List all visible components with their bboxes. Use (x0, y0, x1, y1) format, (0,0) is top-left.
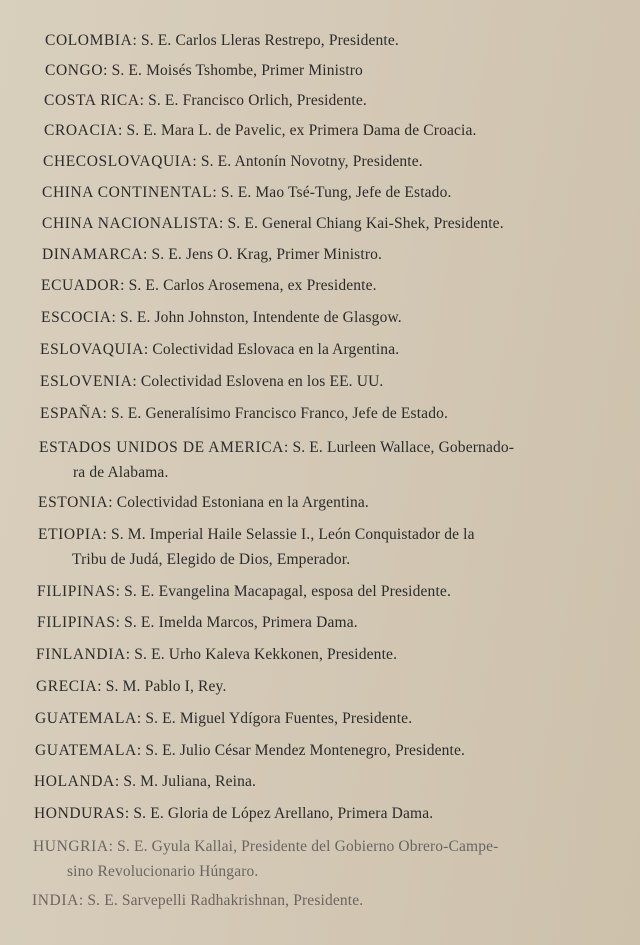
entry-hungria: HUNGRIA: S. E. Gyula Kallai, Presidente del Gobierno Obrero-Campe- sino Revolucionario Húngaro. (33, 834, 593, 884)
country-name: COSTA RICA (44, 92, 140, 109)
country-name: GRECIA (36, 678, 98, 695)
entry-finlandia: FINLANDIA: S. E. Urho Kaleva Kekkonen, Presidente. (36, 646, 398, 663)
entry-text: S. E. General Chiang Kai-Shek, Presidente. (227, 215, 504, 232)
country-name: ETIOPIA (38, 526, 103, 543)
entry-china-nacionalista: CHINA NACIONALISTA: S. E. General Chiang Kai-Shek, Presidente. (42, 215, 504, 232)
entry-text: S. E. Antonín Novotny, Presidente. (200, 153, 423, 170)
country-name: ESPAÑA (40, 405, 103, 422)
entry-holanda: HOLANDA: S. M. Juliana, Reina. (34, 773, 257, 790)
country-name: ECUADOR (41, 277, 121, 294)
country-name: HONDURAS (34, 805, 125, 822)
entry-honduras: HONDURAS: S. E. Gloria de López Arellano, Primera Dama. (34, 805, 434, 822)
country-name: CONGO (45, 62, 104, 79)
country-name: FINLANDIA (36, 646, 126, 663)
entry-text: S. E. Lurleen Wallace, Gobernado- (292, 439, 515, 456)
entry-text: S. E. John Johnston, Intendente de Glasgow. (120, 309, 402, 326)
entry-text: S. E. Moisés Tshombe, Primer Ministro (111, 62, 363, 79)
country-name: FILIPINAS (37, 614, 116, 631)
entry-filipinas-2: FILIPINAS: S. E. Imelda Marcos, Primera Dama. (37, 614, 358, 631)
entry-costa-rica: COSTA RICA: S. E. Francisco Orlich, Presidente. (44, 92, 367, 109)
entry-grecia: GRECIA: S. M. Pablo I, Rey. (36, 678, 227, 695)
entry-china-continental: CHINA CONTINENTAL: S. E. Mao Tsé-Tung, Jefe de Estado. (42, 184, 452, 201)
entry-text: Colectividad Estoniana en la Argentina. (116, 494, 369, 511)
entry-estonia: ESTONIA: Colectividad Estoniana en la Argentina. (38, 494, 369, 511)
entry-eslovenia: ESLOVENIA: Colectividad Eslovena en los EE. UU. (40, 373, 384, 390)
country-name: INDIA (32, 892, 79, 909)
entry-espana: ESPAÑA: S. E. Generalísimo Francisco Franco, Jefe de Estado. (40, 405, 449, 422)
entry-escocia: ESCOCIA: S. E. John Johnston, Intendente de Glasgow. (41, 309, 402, 326)
entry-estados-unidos: ESTADOS UNIDOS DE AMERICA: S. E. Lurleen Wallace, Gobernado- ra de Alabama. (39, 435, 599, 485)
country-name: ESCOCIA (41, 309, 112, 326)
entry-dinamarca: DINAMARCA: S. E. Jens O. Krag, Primer Ministro. (42, 246, 383, 263)
entry-colombia: COLOMBIA: S. E. Carlos Lleras Restrepo, Presidente. (45, 32, 399, 49)
entry-text: S. E. Miguel Ydígora Fuentes, Presidente. (145, 710, 413, 727)
entry-text: S. E. Mara L. de Pavelic, ex Primera Dama de Croacia. (126, 122, 477, 139)
country-name: GUATEMALA (35, 710, 137, 727)
country-name: ESTADOS UNIDOS DE AMERICA (39, 439, 284, 456)
entry-etiopia: ETIOPIA: S. M. Imperial Haile Selassie I., León Conquistador de la Tribu de Judá, Elegido de Dios, Emperador. (38, 522, 598, 572)
entry-text: S. E. Gyula Kallai, Presidente del Gobierno Obrero-Campe- (117, 838, 499, 855)
country-name: CROACIA (44, 122, 118, 139)
country-name: HOLANDA (34, 773, 115, 790)
country-name: ESLOVAQUIA (40, 341, 144, 358)
entry-text: Colectividad Eslovena en los EE. UU. (140, 373, 384, 390)
entry-text: S. E. Imelda Marcos, Primera Dama. (124, 614, 358, 631)
entry-text: S. E. Evangelina Macapagal, esposa del Presidente. (124, 583, 451, 600)
entry-text: S. M. Imperial Haile Selassie I., León Conquistador de la (110, 526, 475, 543)
entry-text: S. E. Carlos Lleras Restrepo, Presidente. (140, 32, 399, 49)
entry-india: INDIA: S. E. Sarvepelli Radhakrishnan, Presidente. (32, 892, 364, 909)
entry-text: S. E. Generalísimo Francisco Franco, Jefe de Estado. (110, 405, 449, 422)
entry-text: S. E. Urho Kaleva Kekkonen, Presidente. (134, 646, 398, 663)
entry-text: S. E. Jens O. Krag, Primer Ministro. (151, 246, 383, 263)
entry-text: S. E. Francisco Orlich, Presidente. (148, 92, 367, 109)
entry-text: S. E. Sarvepelli Radhakrishnan, Presidente. (87, 892, 364, 909)
entry-congo: CONGO: S. E. Moisés Tshombe, Primer Ministro (45, 62, 363, 79)
entry-eslovaquia: ESLOVAQUIA: Colectividad Eslovaca en la Argentina. (40, 341, 400, 358)
entry-text: S. E. Carlos Arosemena, ex Presidente. (128, 277, 377, 294)
country-name: GUATEMALA (35, 742, 137, 759)
entry-guatemala-1: GUATEMALA: S. E. Miguel Ydígora Fuentes, Presidente. (35, 710, 413, 727)
entry-text: S. M. Juliana, Reina. (123, 773, 257, 790)
entry-text-continuation: ra de Alabama. (73, 464, 169, 481)
entry-text: Colectividad Eslovaca en la Argentina. (152, 341, 400, 358)
country-name: COLOMBIA (45, 32, 133, 49)
entry-text-continuation: Tribu de Judá, Elegido de Dios, Emperador. (72, 551, 351, 568)
entry-ecuador: ECUADOR: S. E. Carlos Arosemena, ex Presidente. (41, 277, 377, 294)
entry-text-continuation: sino Revolucionario Húngaro. (67, 863, 259, 880)
entry-text: S. E. Julio César Mendez Montenegro, Presidente. (145, 742, 466, 759)
entry-filipinas-1: FILIPINAS: S. E. Evangelina Macapagal, esposa del Presidente. (37, 583, 451, 600)
country-name: HUNGRIA (33, 838, 109, 855)
country-name: ESLOVENIA (40, 373, 133, 390)
country-name: CHINA NACIONALISTA (42, 215, 220, 232)
entry-text: S. E. Gloria de López Arellano, Primera Dama. (133, 805, 434, 822)
country-name: CHECOSLOVAQUIA (43, 153, 193, 170)
entry-text: S. M. Pablo I, Rey. (105, 678, 227, 695)
country-name: CHINA CONTINENTAL (42, 184, 213, 201)
country-name: DINAMARCA (42, 246, 143, 263)
entry-croacia: CROACIA: S. E. Mara L. de Pavelic, ex Primera Dama de Croacia. (44, 122, 477, 139)
country-name: ESTONIA (38, 494, 109, 511)
entry-guatemala-2: GUATEMALA: S. E. Julio César Mendez Montenegro, Presidente. (35, 742, 466, 759)
entry-checoslovaquia: CHECOSLOVAQUIA: S. E. Antonín Novotny, Presidente. (43, 153, 423, 170)
country-name: FILIPINAS (37, 583, 116, 600)
entry-text: S. E. Mao Tsé-Tung, Jefe de Estado. (220, 184, 452, 201)
